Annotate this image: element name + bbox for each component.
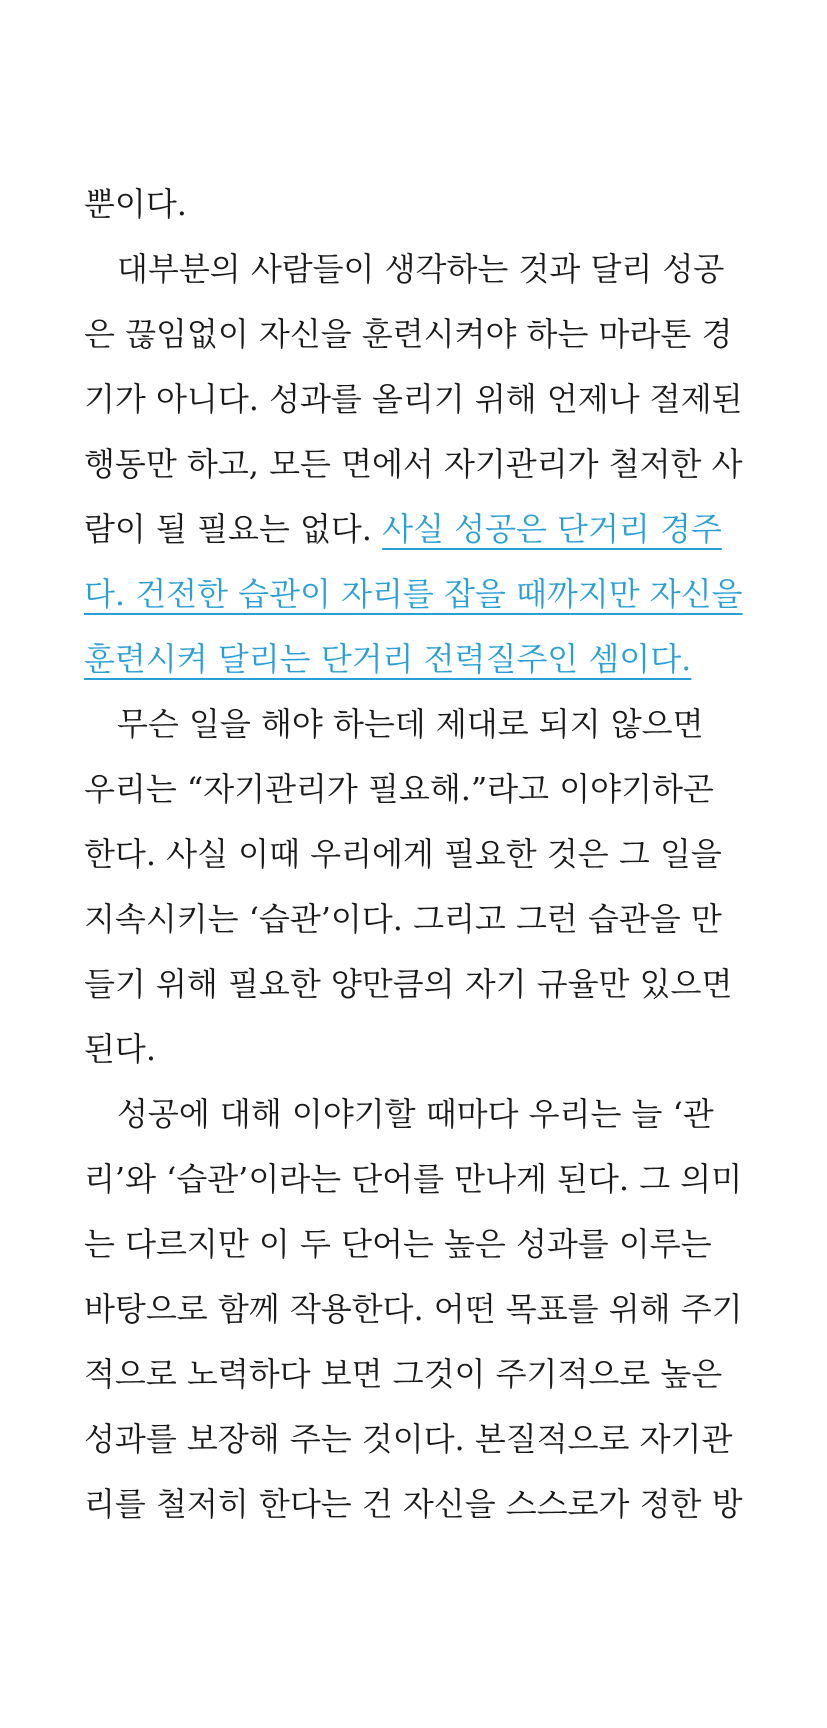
body-text: 성과를 보장해 주는 것이다. 본질적으로 자기관 [84,1420,733,1458]
text-line [84,497,746,562]
body-text: 바탕으로 함께 작용한다. 어떤 목표를 위해 주기 [84,1290,743,1328]
body-text: 는 다르지만 이 두 단어는 높은 성과를 이루는 [84,1225,712,1263]
body-text: 한다. 사실 이때 우리에게 필요한 것은 그 일을 [84,835,722,873]
text-line [84,1342,746,1407]
text-line [84,237,746,302]
body-text: 들기 위해 필요한 양만큼의 자기 규율만 있으면 [84,965,733,1003]
text-line [84,692,746,757]
body-text: 무슨 일을 해야 하는데 제대로 되지 않으면 [117,705,704,743]
body-text: 대부분의 사람들이 생각하는 것과 달리 성공 [117,250,725,288]
body-text: 적으로 노력하다 보면 그것이 주기적으로 높은 [84,1355,723,1393]
body-text: 지속시키는 ‘습관’이다. 그리고 그런 습관을 만 [84,900,722,938]
text-line [84,302,746,367]
text-line [84,1017,746,1082]
body-text: 행동만 하고, 모든 면에서 자기관리가 철저한 사 [84,445,743,483]
text-line [84,367,746,432]
text-line [84,1407,746,1472]
text-line [84,1212,746,1277]
body-text: 리를 철저히 한다는 건 자신을 스스로가 정한 방 [84,1485,743,1523]
body-text: 은 끊임없이 자신을 훈련시켜야 하는 마라톤 경 [84,315,733,353]
text-line [84,1277,746,1342]
body-text: 우리는 “자기관리가 필요해.”라고 이야기하곤 [84,770,714,808]
text-line [84,1147,746,1212]
body-text: 성공에 대해 이야기할 때마다 우리는 늘 ‘관 [117,1095,714,1133]
text-line [84,822,746,887]
body-text: 뿐이다. [84,185,187,223]
text-line [84,172,746,237]
highlighted-text[interactable]: 사실 성공은 단거리 경주 [382,510,722,548]
highlighted-text[interactable]: 다. 건전한 습관이 자리를 잡을 때까지만 자신을 [84,575,743,613]
text-line [84,1082,746,1147]
book-text-body [84,172,746,1537]
body-text: 리’와 ‘습관’이라는 단어를 만나게 된다. 그 의미 [84,1160,743,1198]
text-line [84,562,746,627]
highlighted-text[interactable]: 훈련시켜 달리는 단거리 전력질주인 셈이다. [84,640,692,678]
body-text: 기가 아니다. 성과를 올리기 위해 언제나 절제된 [84,380,743,418]
text-line [84,627,746,692]
text-line [84,432,746,497]
text-line [84,757,746,822]
text-line [84,887,746,952]
text-line [84,952,746,1017]
body-text: 된다. [84,1030,156,1068]
text-line [84,1472,746,1537]
body-text: 람이 될 필요는 없다. [84,510,383,548]
